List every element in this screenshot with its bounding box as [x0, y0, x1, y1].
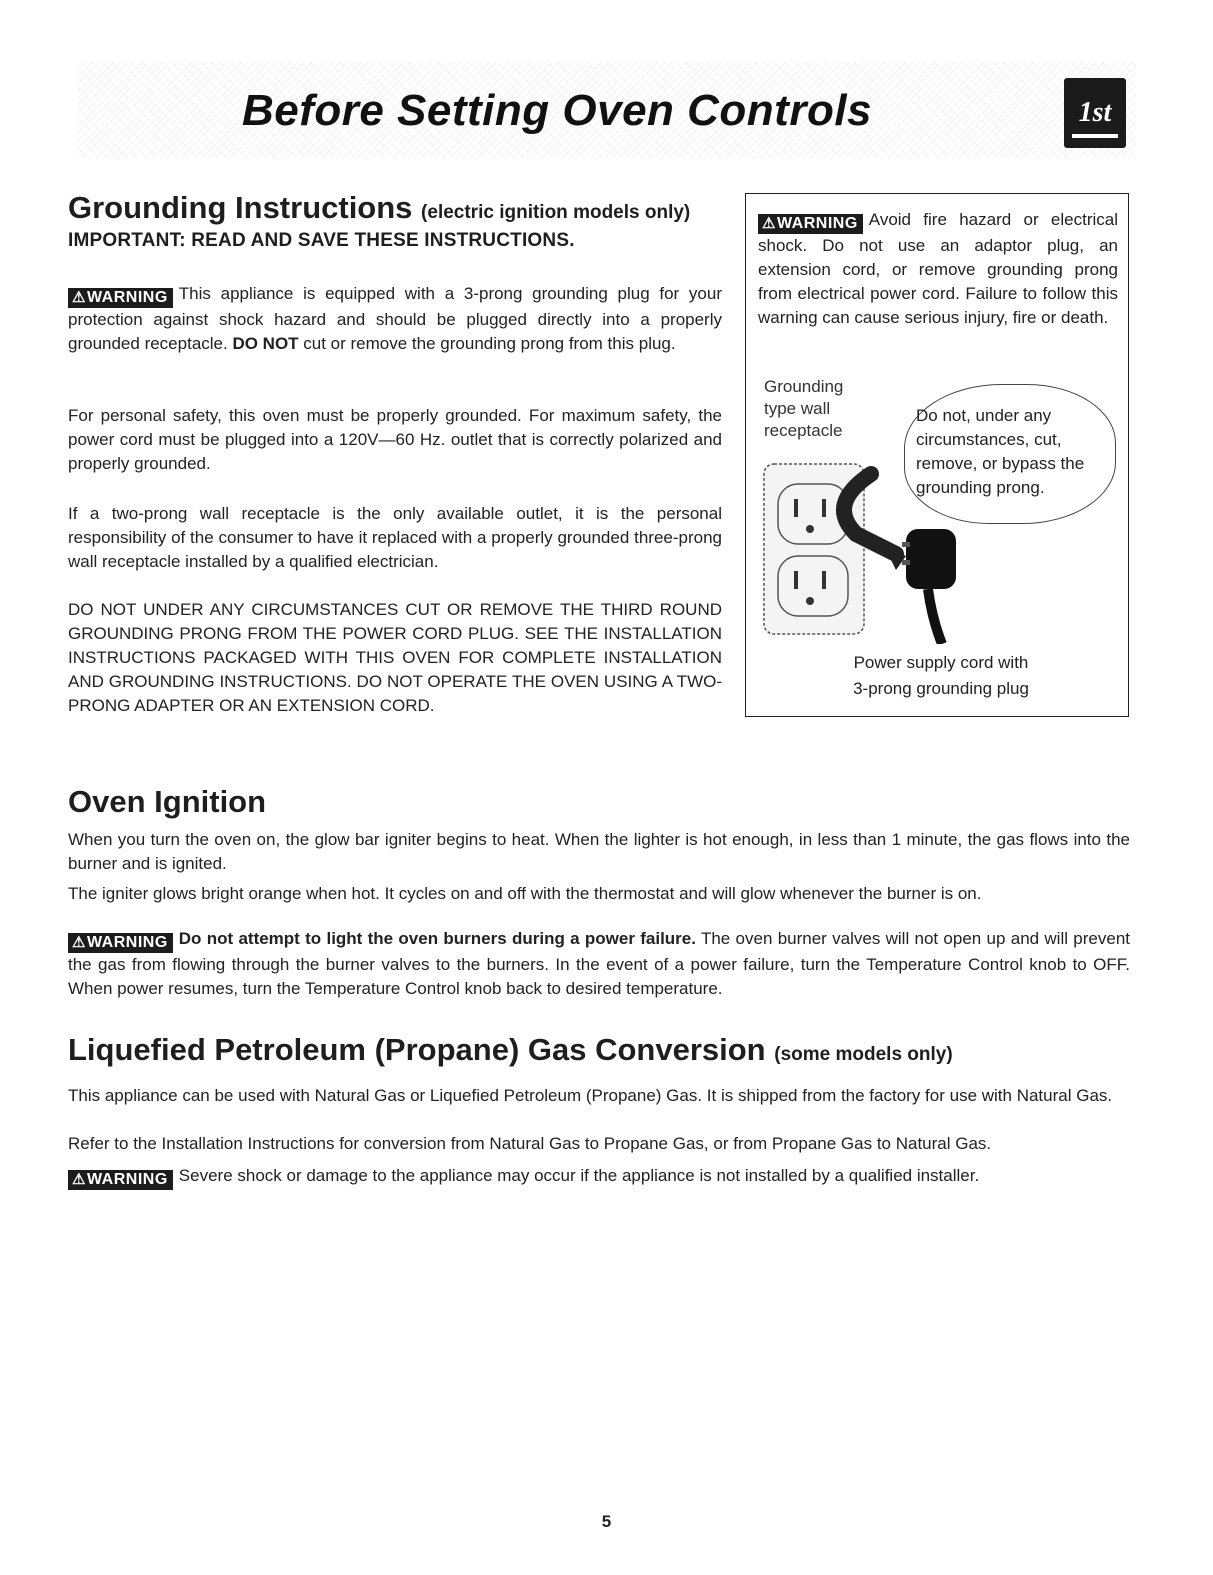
power-failure-warning: Do not attempt to light the oven burners during a power failure. [178, 929, 696, 948]
lp-paragraph-1: This appliance can be used with Natural Gas or Liquefied Petroleum (Propane) Gas. It is shipped from the factory for use with Natural Gas. [68, 1086, 1113, 1105]
lp-title: Liquefied Petroleum (Propane) Gas Conversion [68, 1032, 766, 1067]
lp-conversion-heading [68, 1032, 953, 1068]
warning-triangle-icon: ⚠ [72, 934, 86, 951]
grounded-plug-illustration [756, 444, 976, 644]
important-notice: IMPORTANT: READ AND SAVE THESE INSTRUCTIONS. [68, 230, 575, 251]
grounding-paragraph-3: If a two-prong wall receptacle is the only available outlet, it is the personal responsibility of the consumer to have it replaced with a properly grounded three-prong wall receptacle installed by a qualified electrician. [68, 504, 722, 571]
warning-badge: ⚠WARNING [68, 288, 173, 308]
do-not-emphasis: DO NOT [232, 334, 299, 353]
grounding-paragraph-4: DO NOT UNDER ANY CIRCUMSTANCES CUT OR REMOVE THE THIRD ROUND GROUNDING PRONG FROM THE POWER CORD PLUG. SEE THE INSTALLATION INSTRUCTIONS PACKAGED WITH THIS OVEN FOR COMPLETE INSTALLATION AND GROUNDING INSTRUCTIONS. DO NOT OPERATE THE OVEN USING A TWO-PRONG ADAPTER OR AN EXTENSION CORD. [68, 600, 722, 715]
grounding-paragraph-1: ⚠WARNING This appliance is equipped with a 3-prong grounding plug for your protection against shock hazard and should be plugged directly into a properly grounded receptacle. DO NOT cut or remove the grounding prong from this plug. [68, 284, 722, 353]
grounding-title-note: (electric ignition models only) [421, 202, 691, 223]
page-number: 5 [601, 1512, 612, 1531]
callout-text: Do not, under any circumstances, cut, remove, or bypass the grounding prong. [916, 406, 1085, 497]
warning-badge: ⚠WARNING [68, 933, 173, 953]
header-banner [78, 62, 1136, 158]
ignition-paragraph-1: When you turn the oven on, the glow bar igniter begins to heat. When the lighter is hot enough, in less than 1 minute, the gas flows into the burner and is ignited. [68, 830, 1130, 873]
oven-ignition-heading: Oven Ignition [68, 784, 267, 819]
lp-warning-paragraph: ⚠WARNING Severe shock or damage to the appliance may occur if the appliance is not installed by a qualified installer. [68, 1164, 1130, 1190]
warning-badge: ⚠WARNING [758, 214, 863, 234]
ignition-paragraph-2: The igniter glows bright orange when hot. It cycles on and off with the thermostat and will glow whenever the burner is on. [68, 884, 982, 903]
lp-paragraph-2: Refer to the Installation Instructions for conversion from Natural Gas to Propane Gas, or from Propane Gas to Natural Gas. [68, 1134, 992, 1153]
illustration-caption: Power supply cord with 3-prong grounding plug [853, 653, 1029, 698]
warning-triangle-icon: ⚠ [72, 289, 86, 306]
power-cord [928, 589, 942, 644]
grounding-paragraph-2: For personal safety, this oven must be properly grounded. For maximum safety, the power cord must be plugged into a 120V—60 Hz. outlet that is correctly polarized and properly grounded. [68, 406, 722, 473]
step-badge-icon [1064, 78, 1126, 148]
sidebox-warning-text: ⚠WARNING Avoid fire hazard or electrical shock. Do not use an adaptor plug, an extension cord, or remove grounding prong from electrical power cord. Failure to follow this warning can cause serious injury, fire or death. [758, 210, 1118, 327]
lp-title-note: (some models only) [774, 1044, 953, 1065]
grounding-heading [68, 190, 690, 226]
receptacle-label: Grounding type wall receptacle [764, 377, 844, 440]
ignition-warning-paragraph: ⚠WARNING Do not attempt to light the oven burners during a power failure. The oven burner valves will not open up and will prevent the gas from flowing through the burner valves to the burners. In the event of a power failure, turn the Temperature Control knob to OFF. When power resumes, turn the Temperature Control knob back to desired temperature. [68, 929, 1130, 998]
grounding-title: Grounding Instructions [68, 190, 413, 225]
banner-title: Before Setting Oven Controls [241, 86, 873, 135]
warning-triangle-icon: ⚠ [72, 1171, 86, 1188]
plug-head [906, 529, 956, 589]
warning-triangle-icon: ⚠ [762, 215, 776, 232]
step-badge-label: 1st [1078, 97, 1112, 128]
warning-badge: ⚠WARNING [68, 1170, 173, 1190]
grounding-warning-box [745, 193, 1129, 717]
